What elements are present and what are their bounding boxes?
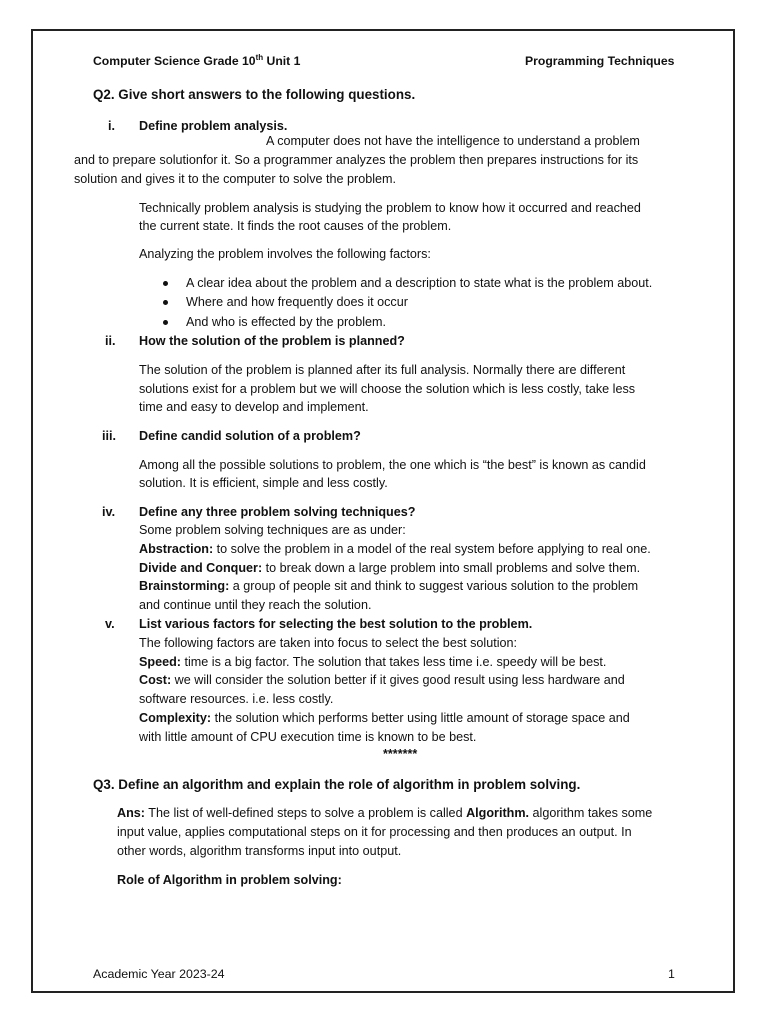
q2-v-cost-line2: software resources. i.e. less costly. <box>139 692 334 706</box>
q2-ii-line3: time and easy to develop and implement. <box>139 400 369 414</box>
q2-iv-divide: Divide and Conquer: to break down a large problem into small problems and solve them. <box>139 561 641 575</box>
q2-v-number: v. <box>105 617 115 631</box>
q2-v-intro: The following factors are taken into focus to select the best solution: <box>139 636 518 650</box>
q2-i-para1-line3: solution and gives it to the computer to solve the problem. <box>74 172 397 186</box>
q2-i-para2-line1: Technically problem analysis is studying the problem to know how it occurred and reached <box>139 201 641 215</box>
q2-i-para3: Analyzing the problem involves the following factors: <box>139 247 431 261</box>
q2-v-cost: Cost: we will consider the solution better if it gives good result using less hardware and <box>139 673 625 687</box>
q2-ii-line1: The solution of the problem is planned after its full analysis. Normally there are different <box>139 363 626 377</box>
q2-i-para2-line2: the current state. It finds the root causes of the problem. <box>139 219 452 233</box>
q2-iv-number: iv. <box>102 505 116 519</box>
q2-v-title: List various factors for selecting the best solution to the problem. <box>139 617 533 631</box>
bullet-icon <box>163 320 168 325</box>
q2-i-bullet-3: And who is effected by the problem. <box>186 315 386 329</box>
q2-iv-intro: Some problem solving techniques are as under: <box>139 523 406 537</box>
q3-role-heading: Role of Algorithm in problem solving: <box>117 873 342 887</box>
q2-i-title: Define problem analysis. <box>139 119 288 133</box>
q2-v-complexity: Complexity: the solution which performs better using little amount of storage space and <box>139 711 630 725</box>
footer-page-number: 1 <box>668 967 675 981</box>
q2-iii-number: iii. <box>102 429 116 443</box>
header-right: Programming Techniques <box>525 54 675 68</box>
q2-iv-abstraction: Abstraction: to solve the problem in a model of the real system before applying to real one. <box>139 542 651 556</box>
q2-iv-brainstorming-line2: and continue until they reach the solution. <box>139 598 372 612</box>
q3-answer-line1: Ans: The list of well-defined steps to solve a problem is called Algorithm. algorithm takes some <box>117 806 653 820</box>
q3-heading: Q3. Define an algorithm and explain the role of algorithm in problem solving. <box>93 777 581 792</box>
q2-i-number: i. <box>108 119 115 133</box>
q2-iii-title: Define candid solution of a problem? <box>139 429 361 443</box>
q2-iii-line2: solution. It is efficient, simple and less costly. <box>139 476 388 490</box>
q2-i-bullet-1: A clear idea about the problem and a description to state what is the problem about. <box>186 276 653 290</box>
q2-v-speed: Speed: time is a big factor. The solution that takes less time i.e. speedy will be best. <box>139 655 607 669</box>
q3-answer-line3: other words, algorithm transforms input into output. <box>117 844 402 858</box>
header-left: Computer Science Grade 10th Unit 1 <box>93 52 301 68</box>
q2-iii-line1: Among all the possible solutions to problem, the one which is “the best” is known as candid <box>139 458 646 472</box>
q2-iv-brainstorming: Brainstorming: a group of people sit and think to suggest various solution to the problem <box>139 579 639 593</box>
q2-v-complexity-line2: with little amount of CPU execution time is known to be best. <box>139 730 477 744</box>
bullet-icon <box>163 300 168 305</box>
q2-i-bullet-2: Where and how frequently does it occur <box>186 295 408 309</box>
q2-ii-line2: solutions exist for a problem but we will choose the solution which is less costly, take less <box>139 382 636 396</box>
q2-heading: Q2. Give short answers to the following questions. <box>93 87 416 102</box>
q3-answer-line2: input value, applies computational steps on it for processing and then produces an output. In <box>117 825 632 839</box>
q2-i-para1-line1: A computer does not have the intelligence to understand a problem <box>266 134 640 148</box>
q2-i-para1-line2: and to prepare solutionfor it. So a programmer analyzes the problem then prepares instructions for its <box>74 153 639 167</box>
q2-ii-title: How the solution of the problem is planned? <box>139 334 405 348</box>
q2-iv-title: Define any three problem solving techniques? <box>139 505 416 519</box>
q2-ii-number: ii. <box>105 334 116 348</box>
footer-academic-year: Academic Year 2023-24 <box>93 967 225 981</box>
bullet-icon <box>163 281 168 286</box>
section-separator: ******* <box>383 747 418 761</box>
